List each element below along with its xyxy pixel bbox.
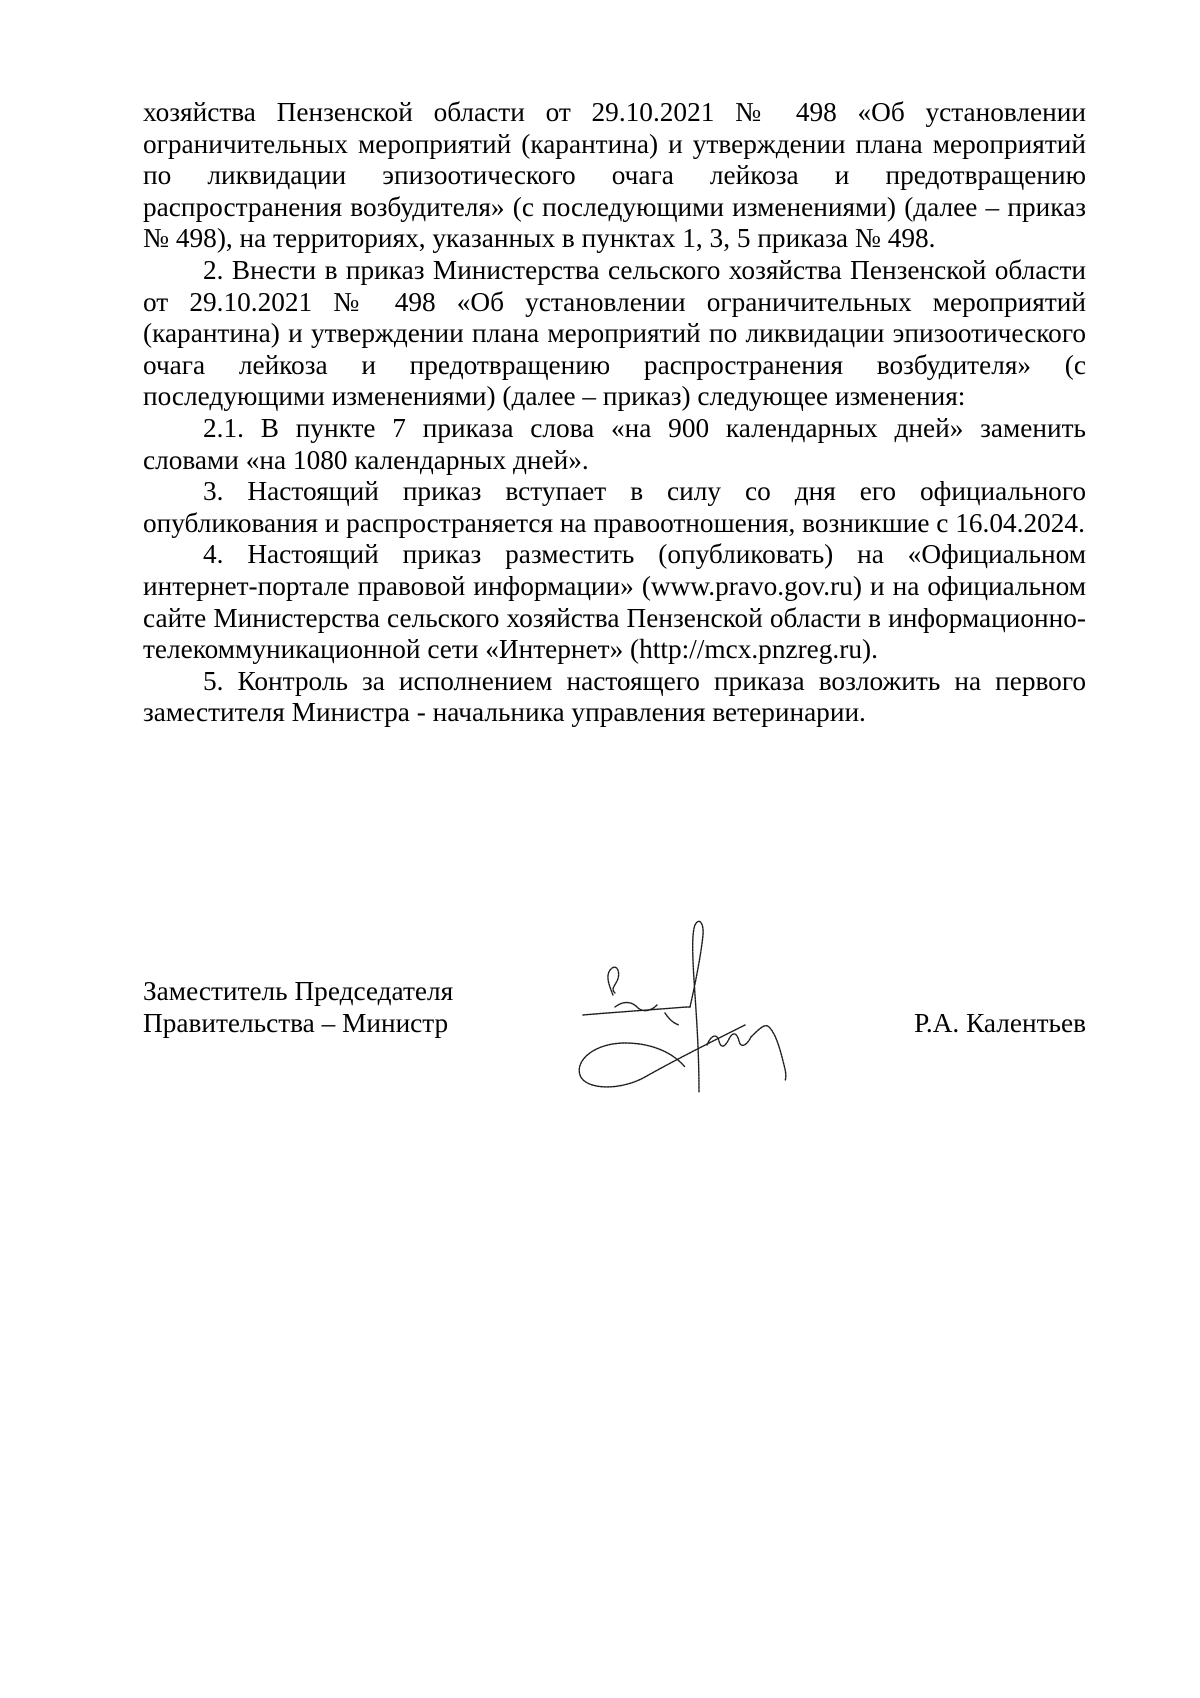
handwritten-signature-icon [565,915,825,1095]
paragraph-item-2: 2. Внести в приказ Министерства сельского хозяйства Пензенской области от 29.10.2021 № 498 «Об установлении ограничительных мероприятий (карантина) и утверждении плана мероприятий по ликвидации эпизоотического очага лейкоза и предотвращению распространения возбудителя» (с последующими изменениями) (далее – приказ) следующее изменения: [143,254,1086,412]
paragraph-item-4: 4. Настоящий приказ разместить (опубликовать) на «Официальном интернет-портале правовой информации» (www.pravo.gov.ru) и на официальном сайте Министерства сельского хозяйства Пензенской области в информационно-телекоммуникационной сети «Интернет» (http://mcx.pnzreg.ru). [143,539,1086,665]
paragraph-item-2-1: 2.1. В пункте 7 приказа слова «на 900 календарных дней» заменить словами «на 1080 календарных дней». [143,412,1086,475]
signatory-position-line-2: Правительства – Министр [143,1008,449,1038]
paragraph-item-5: 5. Контроль за исполнением настоящего приказа возложить на первого заместителя Министра - начальника управления ветеринарии. [143,665,1086,728]
paragraph-item-3: 3. Настоящий приказ вступает в силу со дня его официального опубликования и распространяется на правоотношения, возникшие с 16.04.2024. [143,476,1086,538]
signatory-position-line-1: Заместитель Председателя [143,976,454,1006]
document-body [143,97,1086,729]
signatory-name: Р.А. Калентьев [914,1008,1086,1038]
signatory-position [143,975,453,1039]
paragraph-continuation: хозяйства Пензенской области от 29.10.2021 № 498 «Об установлении ограничительных мероприятий (карантина) и утверждении плана мероприятий по ликвидации эпизоотического очага лейкоза и предотвращению распространения возбудителя» (с последующими изменениями) (далее – приказ № 498), на территориях, указанных в пунктах 1, 3, 5 приказа № 498. [143,97,1086,254]
